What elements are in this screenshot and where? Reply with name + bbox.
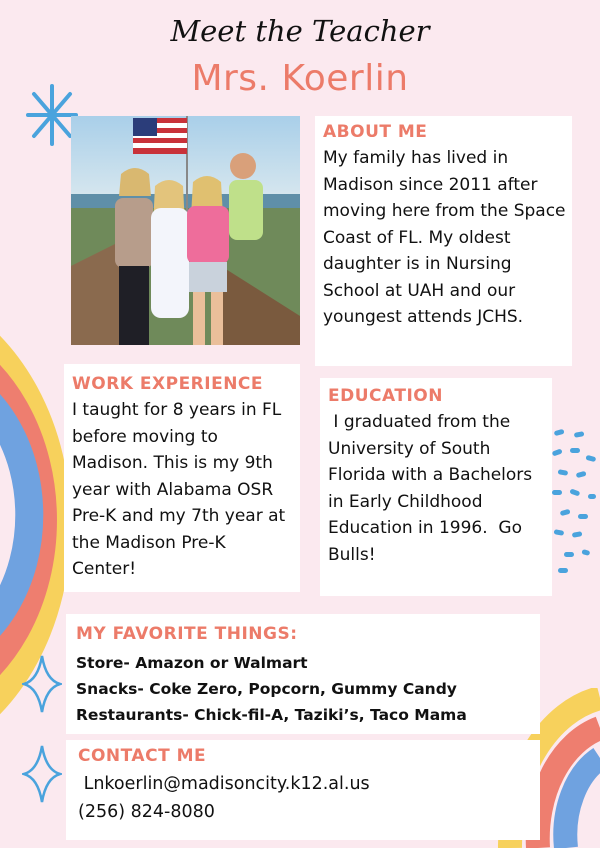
teacher-name: Mrs. Koerlin [191, 58, 409, 99]
family-photo [71, 116, 300, 345]
dot-pattern-icon [550, 428, 600, 578]
diamond-sparkle-icon [22, 654, 62, 714]
email-address[interactable]: Lnkoerlin@madisoncity.k12.al.us [78, 774, 370, 794]
list-item: Snacks- Coke Zero, Popcorn, Gummy Candy [76, 680, 457, 698]
favorite-things-list [76, 650, 532, 728]
contact-card [66, 740, 540, 840]
diamond-sparkle-icon [22, 744, 62, 804]
work-experience-heading: WORK EXPERIENCE [72, 374, 264, 394]
favorite-things-card [66, 614, 540, 734]
phone-number[interactable]: (256) 824-8080 [78, 802, 215, 822]
about-me-text: My family has lived in Madison since 2011 after moving here from the Space Coast of FL. My oldest daughter is in Nursing School at UAH and our youngest attends JCHS. [323, 148, 566, 327]
contact-heading: CONTACT ME [78, 746, 207, 766]
about-me-card [315, 116, 572, 366]
page-title: Meet the Teacher [170, 14, 430, 48]
list-item: Restaurants- Chick-fil-A, Taziki’s, Taco Mama [76, 706, 467, 724]
about-me-heading: ABOUT ME [323, 122, 428, 142]
work-experience-text: I taught for 8 years in FL before moving to Madison. This is my 9th year with Alabama OSR Pre-K and my 7th year at the Madison Pre-K Center! [72, 400, 286, 579]
favorite-things-heading: MY FAVORITE THINGS: [76, 624, 298, 644]
contact-details [78, 770, 532, 826]
list-item: Store- Amazon or Walmart [76, 654, 308, 672]
work-experience-card [64, 364, 300, 592]
education-text: I graduated from the University of South Florida with a Bachelors in Early Childhood Education in 1996. Go Bulls! [328, 412, 538, 565]
education-card [320, 378, 552, 596]
education-heading: EDUCATION [328, 386, 443, 406]
